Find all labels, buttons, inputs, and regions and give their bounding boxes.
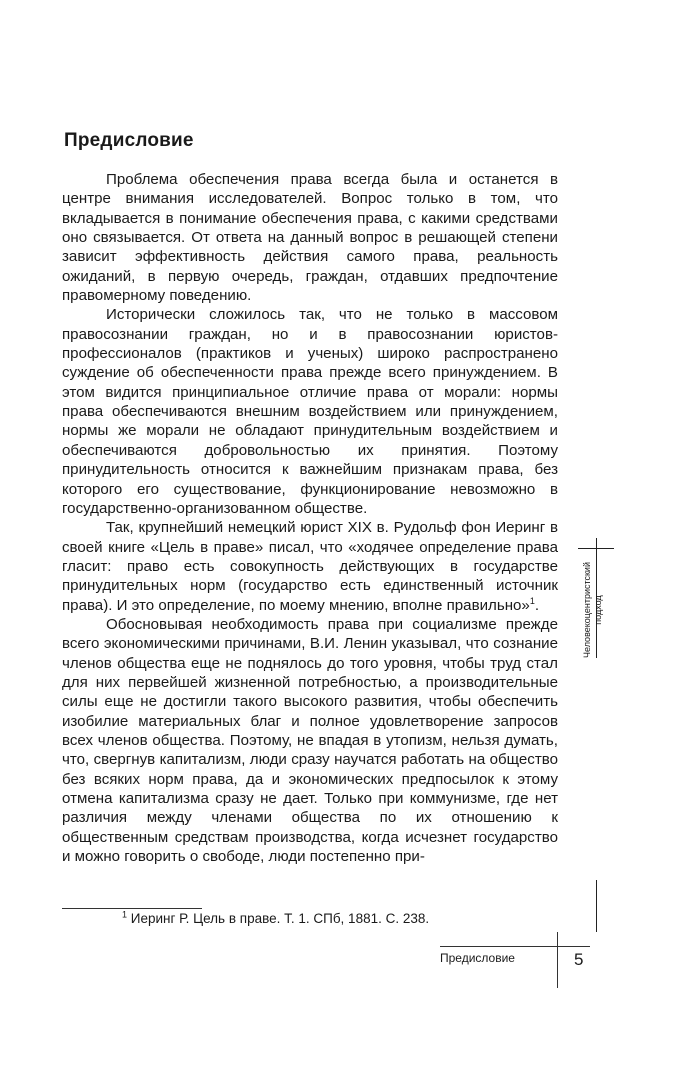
paragraph-4: Обосновывая необходимость права при социализме прежде всего экономическими причинами, В.И. Ленин указывал, что сознание членов общества еще не поднялось до того уровня, чтобы труд стал для них первейшей жизненной потребностью, а производительные силы еще не достигли такого высокого развития, чтобы обеспечить изобилие материальных благ и полное удовлетворение запросов всех членов общества. Поэтому, не впадая в утопизм, нельзя думать, что, свергнув капитализм, люди сразу научатся работать на общество без всяких норм права, да и экономических предпосылок к этому отмена капитализма сразу не дает. Только при коммунизме, где нет различия между членами общества по их отношению к общественным средствам производства, когда исчезнет государство и можно говорить о свободе, люди постепенно при- [62, 615, 558, 866]
footer-rule [440, 946, 590, 947]
page-number: 5 [574, 950, 584, 969]
footnote-ref[interactable]: 1 [529, 595, 535, 606]
footnote-text: Иеринг Р. Цель в праве. Т. 1. СПб, 1881. С. 238. [130, 911, 430, 926]
section-heading: Предисловие [64, 130, 194, 151]
paragraph-3-end: . [534, 596, 540, 614]
main-text [62, 170, 558, 866]
paragraph-2: Исторически сложилось так, что не только в массовом правосознании граждан, но и в правосознании юристов-профессионалов (практиков и ученых) широко распространено суждение об обеспеченности права прежде всего принуждением. В этом видится принципиальное отличие права от морали: нормы права обеспечиваются внешним воздействием или принуждением, нормы же морали не обладают принудительным воздействием и обеспечиваются добровольностью их принятия. Поэтому принудительность относится к важнейшим признакам права, без которого его существование, функционирование невозможно в государственно-организованном обществе. [62, 306, 558, 517]
footnote-rule [62, 908, 202, 909]
margin-tick [578, 548, 614, 549]
margin-label-line-1: Человекоцентристский [582, 562, 592, 658]
paragraph-1: Проблема обеспечения права всегда была и останется в центре внимания исследователей. Вопрос только в том, что вкладывается в понимание обеспечения права, с какими средствами оно связывается. От ответа на данный вопрос в решающей степени зависит эффективность действия самого права, реальность ожиданий, в первую очередь, граждан, отдавших предпочтение правомерному поведению. [62, 171, 558, 305]
footnote-marker: 1 [122, 909, 128, 920]
running-footer: Предисловие [440, 951, 515, 965]
paragraph-3-text: Так, крупнейший немецкий юрист XIX в. Рудольф фон Иеринг в своей книге «Цель в праве» писал, что «ходячее определение права гласит: право есть совокупность действующих в государстве принудительных норм (государство есть единственный источник права). И это определение, по моему мнению, вполне правильно» [62, 519, 558, 614]
margin-label-line-2: подход [593, 595, 603, 625]
margin-section-label [582, 560, 616, 660]
footer-divider [557, 932, 558, 988]
margin-line-bottom [596, 880, 597, 932]
footnote [122, 911, 429, 926]
paragraph-3 [62, 518, 558, 615]
